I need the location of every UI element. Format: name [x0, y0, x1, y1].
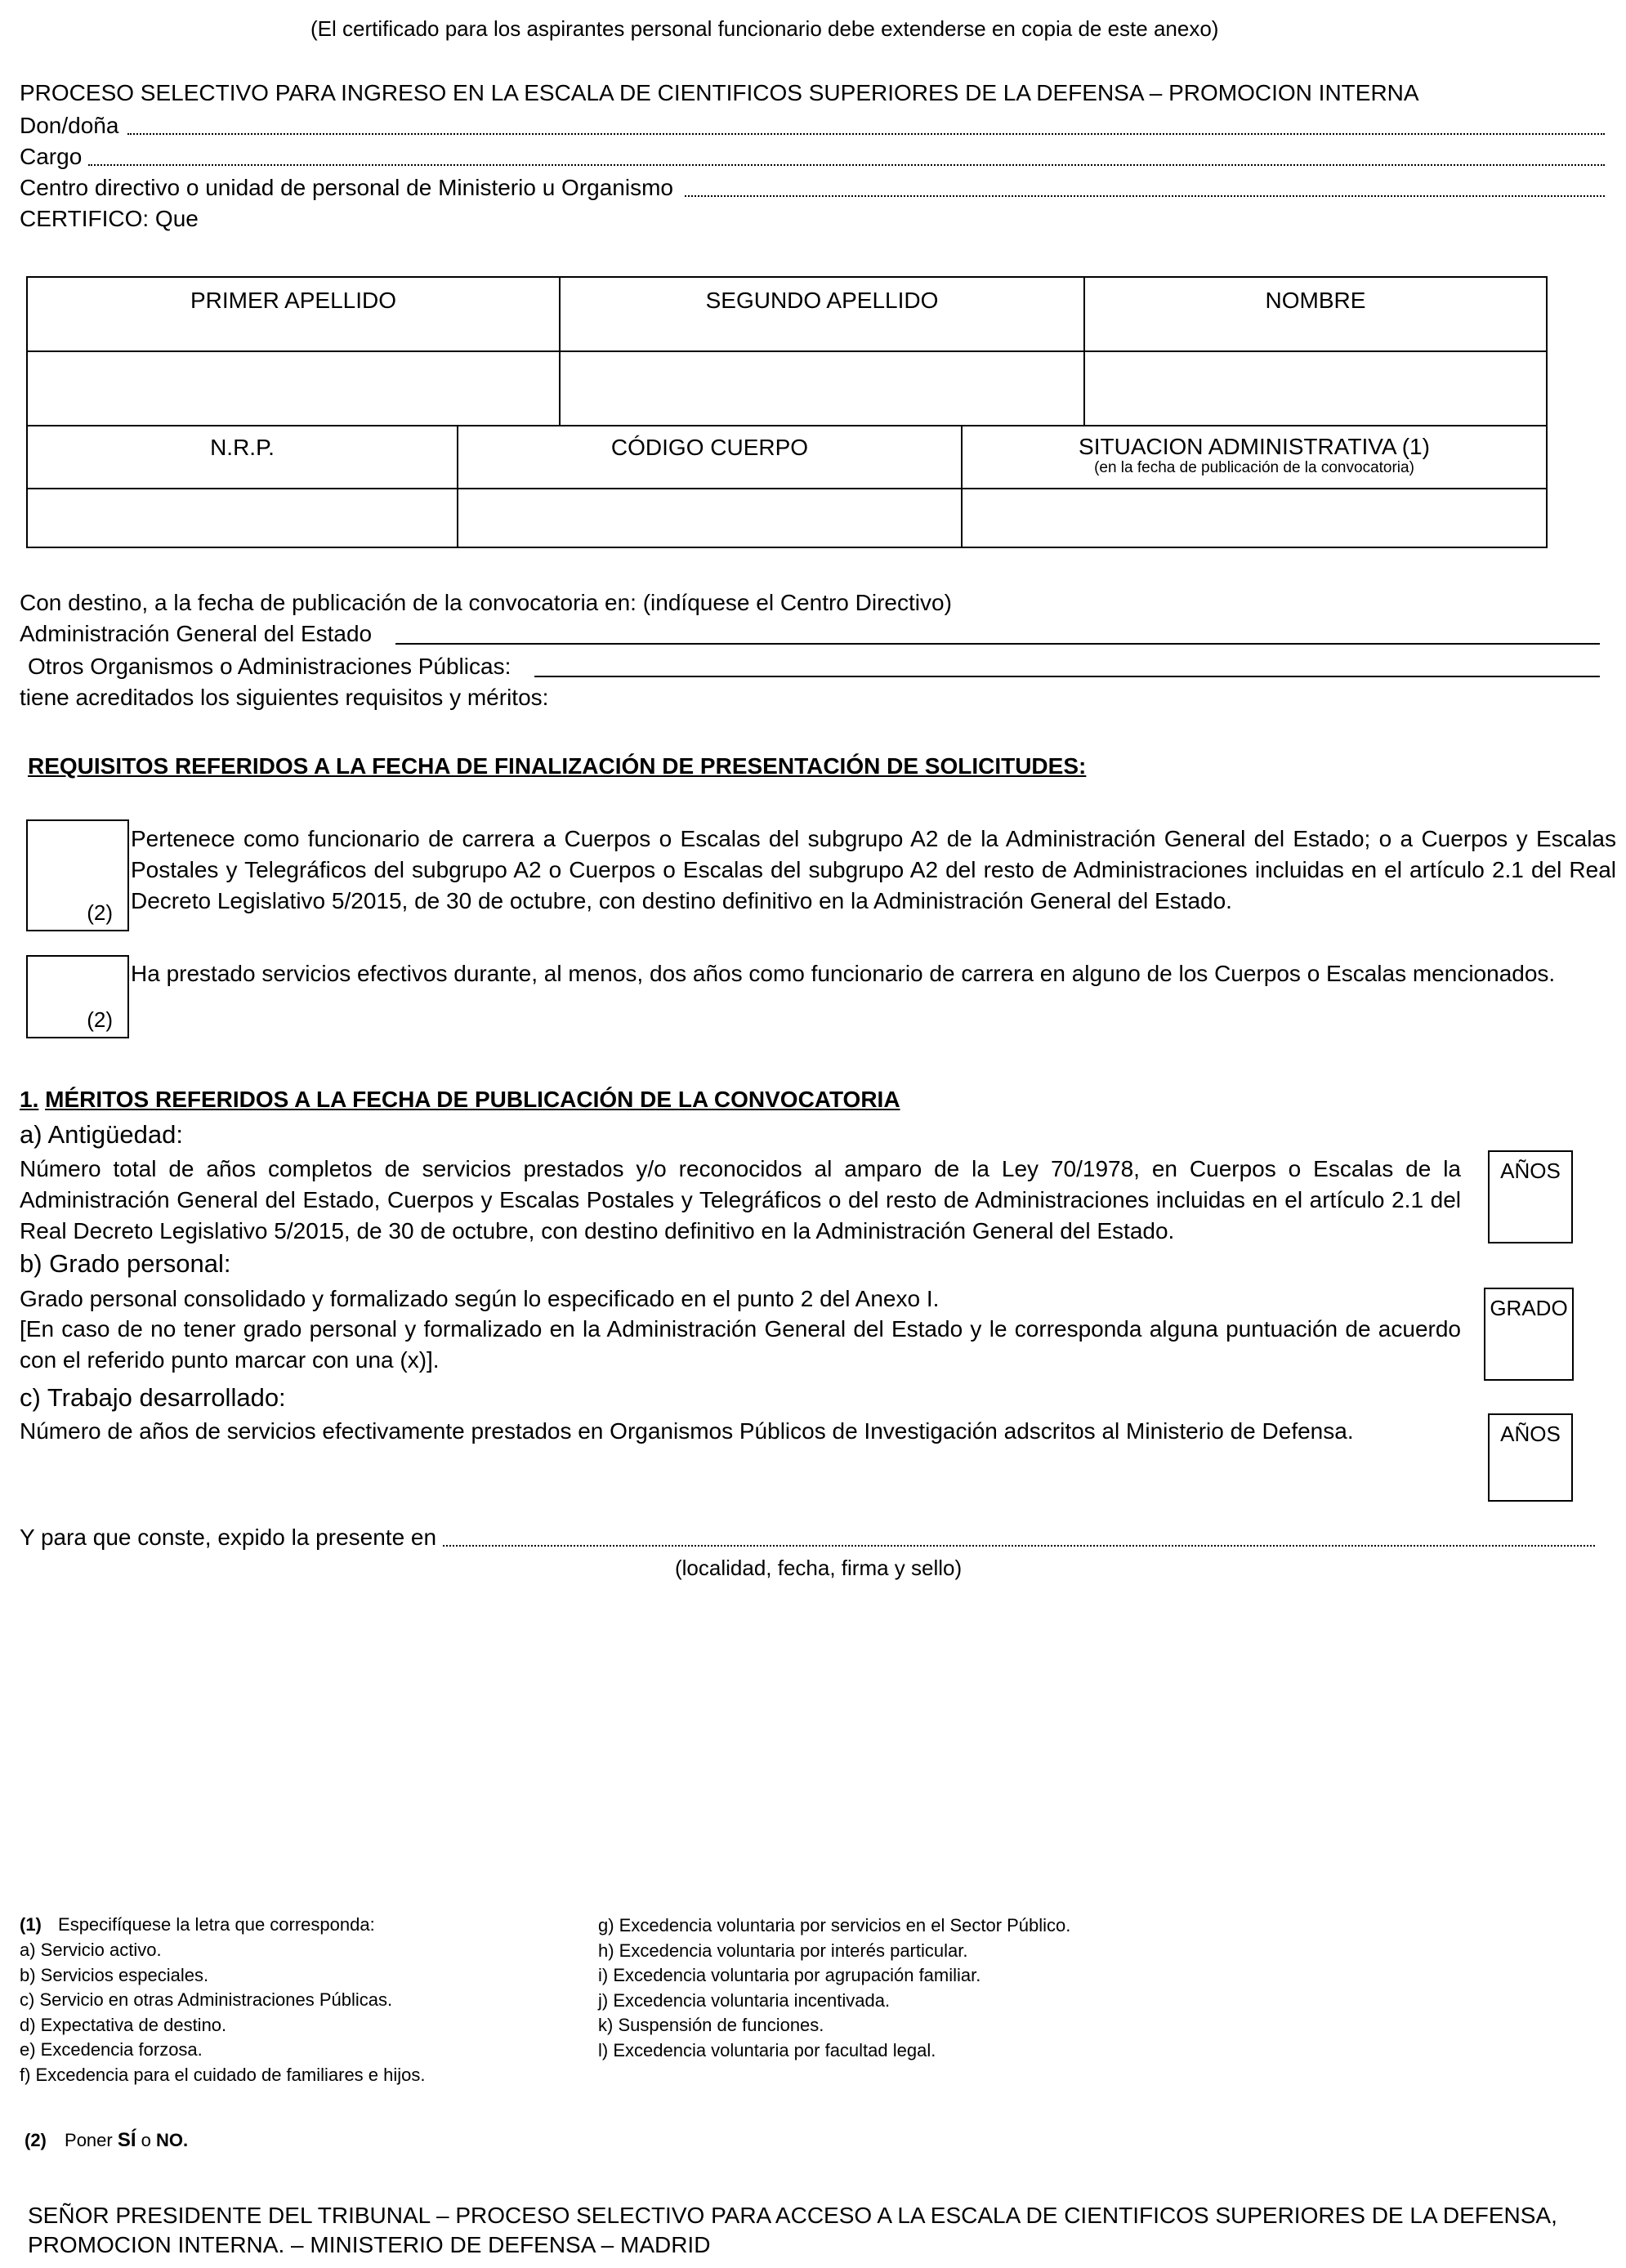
antiguedad-box-label: AÑOS	[1500, 1159, 1561, 1183]
footnote2-no: NO.	[156, 2130, 189, 2150]
don-field[interactable]	[127, 133, 1605, 135]
centro-field[interactable]	[685, 195, 1605, 197]
situacion-label: SITUACION ADMINISTRATIVA (1)	[1079, 434, 1430, 459]
grado-title: b) Grado personal:	[20, 1249, 231, 1278]
don-label: Don/doña	[20, 113, 119, 138]
requisito1-box-note: (2)	[87, 900, 113, 925]
list-item: l) Excedencia voluntaria por facultad legal.	[598, 2039, 936, 2060]
trabajo-box[interactable]	[1488, 1413, 1573, 1502]
addressee-line1: SEÑOR PRESIDENTE DEL TRIBUNAL – PROCESO SELECTIVO PARA ACCESO A LA ESCALA DE CIENTIFICOS SUPERIORES DE LA DEFENSA,	[28, 2203, 1557, 2228]
header-note: (El certificado para los aspirantes personal funcionario debe extenderse en copia de este anexo)	[310, 16, 1219, 41]
meritos-number: 1.	[20, 1087, 39, 1112]
situacion-cell[interactable]	[962, 489, 1547, 547]
footnote1-intro: Especifíquese la letra que corresponda:	[58, 1914, 375, 1935]
nrp-cell[interactable]	[27, 489, 458, 547]
footnote2-si: SÍ	[117, 2129, 136, 2151]
nombre-cell[interactable]	[1084, 351, 1547, 426]
primer-apellido-cell[interactable]	[27, 351, 560, 426]
expido-text: Y para que conste, expido la presente en	[20, 1525, 437, 1550]
grado-box-label: GRADO	[1490, 1296, 1568, 1320]
age-label: Administración General del Estado	[20, 621, 373, 646]
footnote2-text: Poner	[65, 2130, 118, 2150]
grado-box[interactable]	[1484, 1288, 1574, 1381]
acreditados-label: tiene acreditados los siguientes requisitos y méritos:	[20, 685, 549, 710]
requisito1-text: Pertenece como funcionario de carrera a Cuerpos o Escalas del subgrupo A2 de la Administración General del Estado; o a Cuerpos y Escalas Postales y Telegráficos del subgrupo A2 o Cuerpos o Escalas del subgrupo A2 del resto de Administraciones incluidas en el artículo 2.1 del Real Decreto Legislativo 5/2015, de 30 de octubre, con destino definitivo en la Administración General del Estado.	[131, 826, 1616, 913]
situacion-header	[962, 426, 1547, 489]
meritos-heading: MÉRITOS REFERIDOS A LA FECHA DE PUBLICACIÓN DE LA CONVOCATORIA	[45, 1087, 900, 1112]
trabajo-text: Número de años de servicios efectivamente prestados en Organismos Públicos de Investigación adscritos al Ministerio de Defensa.	[20, 1418, 1354, 1444]
antiguedad-box[interactable]	[1488, 1150, 1573, 1243]
certifico-label: CERTIFICO: Que	[20, 206, 199, 231]
list-item: a) Servicio activo.	[20, 1940, 162, 1960]
addressee	[28, 2201, 1557, 2260]
list-item: f) Excedencia para el cuidado de familiares e hijos.	[20, 2064, 426, 2085]
grado-text2: [En caso de no tener grado personal y formalizado en la Administración General del Estado y le corresponda alguna puntuación de acuerdo con el referido punto marcar con una (x)].	[20, 1316, 1461, 1373]
requisito2-text: Ha prestado servicios efectivos durante, al menos, dos años como funcionario de carrera en alguno de los Cuerpos o Escalas mencionados.	[131, 961, 1556, 986]
nombre-header: NOMBRE	[1084, 277, 1547, 351]
otros-label: Otros Organismos o Administraciones Públicas:	[28, 654, 511, 679]
footnote2-row	[25, 2129, 188, 2152]
otros-field[interactable]	[534, 676, 1600, 677]
list-item: d) Expectativa de destino.	[20, 2014, 227, 2035]
footnote1-label: (1)	[20, 1914, 42, 1935]
page-title: PROCESO SELECTIVO PARA INGRESO EN LA ESCALA DE CIENTIFICOS SUPERIORES DE LA DEFENSA – PROMOCION INTERNA	[20, 80, 1419, 105]
age-field[interactable]	[395, 643, 1600, 645]
list-item: j) Excedencia voluntaria incentivada.	[598, 1989, 891, 2011]
situacion-note: (en la fecha de publicación de la convocatoria)	[1094, 459, 1414, 476]
expido-note: (localidad, fecha, firma y sello)	[675, 1556, 963, 1580]
addressee-line2: PROMOCION INTERNA. – MINISTERIO DE DEFENSA – MADRID	[28, 2232, 711, 2257]
requisitos-heading: REQUISITOS REFERIDOS A LA FECHA DE FINALIZACIÓN DE PRESENTACIÓN DE SOLICITUDES:	[28, 753, 1087, 779]
segundo-apellido-cell[interactable]	[560, 351, 1084, 426]
list-item: b) Servicios especiales.	[20, 1964, 209, 1985]
footnote2-o: o	[136, 2130, 156, 2150]
requisito2-box[interactable]	[26, 955, 129, 1038]
list-item: e) Excedencia forzosa.	[20, 2039, 203, 2060]
footnote1-col2	[598, 1913, 1070, 2063]
trabajo-title: c) Trabajo desarrollado:	[20, 1383, 286, 1412]
requisito2-box-note: (2)	[87, 1007, 113, 1032]
antiguedad-title: a) Antigüedad:	[20, 1120, 183, 1149]
footnote1-col1	[20, 1938, 426, 2087]
cargo-field[interactable]	[88, 164, 1605, 166]
list-item: g) Excedencia voluntaria por servicios en el Sector Público.	[598, 1915, 1071, 1935]
expido-field[interactable]	[443, 1545, 1595, 1547]
footnote1-intro-row	[20, 1913, 375, 1936]
requisito1-box[interactable]	[26, 819, 129, 931]
centro-label: Centro directivo o unidad de personal de Ministerio u Organismo	[20, 175, 673, 200]
list-item: i) Excedencia voluntaria por agrupación familiar.	[598, 1965, 981, 1985]
segundo-apellido-header: SEGUNDO APELLIDO	[560, 277, 1084, 351]
antiguedad-text: Número total de años completos de servicios prestados y/o reconocidos al amparo de la Ley 70/1978, en Cuerpos o Escalas de la Administración General del Estado, Cuerpos y Escalas Postales y Telegráficos o del resto de Administraciones incluidas en el artículo 2.1 del Real Decreto Legislativo 5/2015, de 30 de octubre, con destino definitivo en la Administración General del Estado.	[20, 1156, 1461, 1243]
trabajo-box-label: AÑOS	[1500, 1422, 1561, 1446]
admin-data-table	[26, 425, 1548, 548]
primer-apellido-header: PRIMER APELLIDO	[27, 277, 560, 351]
codigo-cuerpo-header: CÓDIGO CUERPO	[458, 426, 962, 489]
grado-text1: Grado personal consolidado y formalizado según lo especificado en el punto 2 del Anexo I.	[20, 1286, 940, 1311]
cargo-label: Cargo	[20, 144, 83, 169]
nrp-header: N.R.P.	[27, 426, 458, 489]
destino-intro: Con destino, a la fecha de publicación de la convocatoria en: (indíquese el Centro Directivo)	[20, 590, 952, 615]
list-item: h) Excedencia voluntaria por interés particular.	[598, 1940, 968, 1961]
footnote2-label: (2)	[25, 2130, 47, 2150]
codigo-cuerpo-cell[interactable]	[458, 489, 962, 547]
personal-data-table	[26, 276, 1548, 426]
list-item: k) Suspensión de funciones.	[598, 2015, 824, 2035]
meritos-heading-row	[20, 1085, 900, 1114]
list-item: c) Servicio en otras Administraciones Públicas.	[20, 1989, 393, 2010]
